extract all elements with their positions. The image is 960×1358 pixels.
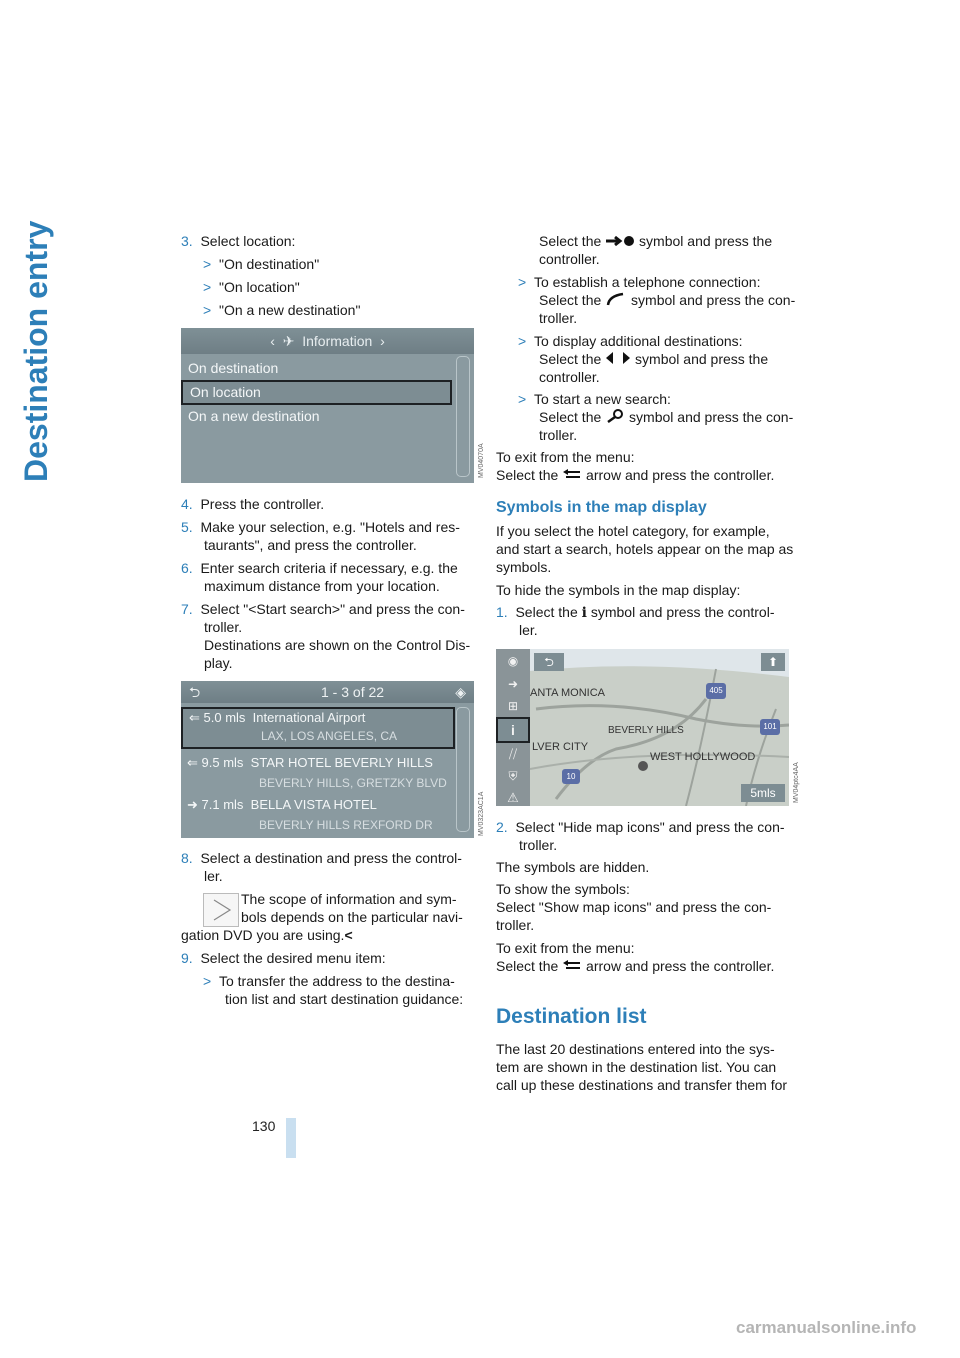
step-6: 6. Enter search criteria if necessary, e.g. the (181, 560, 458, 576)
info-icon[interactable]: i (496, 717, 530, 743)
globe-icon: ✈ (282, 333, 295, 349)
map-scale: 5mls (741, 784, 785, 802)
sym-step-2: 2. Select "Hide map icons" and press the con- (496, 819, 785, 835)
map-back-button[interactable]: ⮌ (534, 653, 564, 671)
information-menu-screen (181, 328, 474, 483)
figure-code: MV04ptc4AA (793, 762, 800, 803)
r4-line-2: Select the symbol and press the con- (539, 408, 793, 427)
symbols-heading: Symbols in the map display (496, 499, 707, 516)
r3-line-1: > To display additional destinations: (518, 333, 743, 349)
menu-item-on-location[interactable]: On location (181, 380, 452, 405)
map-sidebar (496, 649, 530, 806)
step-3: 3. Select location: (181, 233, 296, 249)
arrow-flag-icon (605, 233, 635, 251)
step-7: 7. Select "<Start search>" and press the con- (181, 601, 465, 617)
page-number: 130 (252, 1118, 276, 1134)
screen-header: ‹ ✈ Information › (181, 328, 474, 354)
side-title: Destination entry (18, 220, 54, 482)
menu-item-on-destination[interactable]: On destination (188, 360, 279, 376)
result-row-2[interactable]: ⇐ 9.5 mls STAR HOTEL BEVERLY HILLS BEVERLY HILLS, GRETZKY BLVD (187, 755, 447, 790)
result-row-1[interactable]: ⇐ 5.0 mls International Airport LAX, LOS ANGELES, CA (181, 707, 455, 749)
dest-p-line-3: call up these destinations and transfer them for (496, 1077, 788, 1093)
highway-shield: 101 (760, 719, 780, 735)
chevron-left-icon: ‹ (270, 333, 275, 349)
left-right-arrows-icon (605, 351, 631, 369)
show-line-2: Select "Show map icons" and press the con- (496, 899, 772, 915)
map-label: BEVERLY HILLS (608, 725, 684, 736)
sym-step2-line-2: troller. (519, 837, 558, 853)
road-icon[interactable]: ⧸⧸ (508, 747, 518, 761)
screen-header: ⮌ 1 - 3 of 22 ◈ (181, 681, 474, 703)
sym-p1-line-1: If you select the hotel category, for example, (496, 523, 770, 539)
page-bar (286, 1118, 296, 1158)
scrollbar[interactable] (456, 356, 470, 477)
note-triangle-icon (203, 893, 239, 927)
info-icon: i (581, 605, 587, 622)
note-line-2: bols depends on the particular navi- (241, 909, 463, 925)
step9-option-1-line-2: tion list and start destination guidance: (225, 991, 464, 1007)
sym-p1-line-2: and start a search, hotels appear on the map as (496, 541, 794, 557)
show-line-3: troller. (496, 917, 535, 933)
search-results-screen (181, 681, 474, 838)
sym-step1-line-2: ler. (519, 622, 538, 638)
footer-watermark: carmanualsonline.info (736, 1318, 917, 1337)
r3-line-3: controller. (539, 369, 600, 385)
sym-p1-line-3: symbols. (496, 559, 552, 575)
r4-line-1: > To start a new search: (518, 391, 671, 407)
highway-shield: 405 (706, 683, 726, 699)
step-7-line-3: Destinations are shown on the Control Dis- (204, 637, 471, 653)
menu-item-on-new-destination[interactable]: On a new destination (188, 408, 320, 424)
map-display-screen (496, 649, 789, 806)
route-icon[interactable]: ➜ (507, 677, 519, 691)
r1-line-1: Select the symbol and press the (539, 232, 772, 251)
destination-list-heading: Destination list (496, 1005, 647, 1028)
r2-line-3: troller. (539, 310, 578, 326)
back-arrow-icon[interactable]: ⮌ (189, 684, 201, 700)
step-7-line-2: troller. (204, 619, 243, 635)
chevron-right-icon: › (380, 333, 385, 349)
back-arrow-icon (562, 958, 582, 976)
highway-shield: 10 (562, 769, 580, 784)
step3-option-1: > "On destination" (203, 256, 320, 272)
sym-p2: To hide the symbols in the map display: (496, 582, 741, 598)
note-line-3: gation DVD you are using.< (181, 927, 353, 943)
step-4: 4. Press the controller. (181, 496, 325, 512)
step-5-line-2: taurants", and press the controller. (204, 537, 417, 553)
back-arrow-icon (562, 467, 582, 485)
step-7-line-4: play. (204, 655, 233, 671)
result-row-3[interactable]: ➜ 7.1 mls BELLA VISTA HOTEL BEVERLY HILLS REXFORD DR (187, 797, 433, 832)
r2-line-2: Select the symbol and press the con- (539, 291, 795, 310)
r4-line-3: troller. (539, 427, 578, 443)
step9-option-1: > To transfer the address to the destina- (203, 973, 455, 989)
scrollbar[interactable] (456, 707, 470, 832)
figure-code: MV0323AC1A (478, 791, 485, 836)
sym-step-1: 1. Select the i symbol and press the control- (496, 604, 775, 622)
exit1-line-1: To exit from the menu: (496, 449, 635, 465)
show-line-1: To show the symbols: (496, 881, 630, 897)
step-6-line-2: maximum distance from your location. (204, 578, 440, 594)
map-view-icon[interactable]: ⊞ (507, 699, 519, 713)
step-8: 8. Select a destination and press the control- (181, 850, 462, 866)
r3-line-2: Select the symbol and press the (539, 350, 768, 369)
step3-option-3: > "On a new destination" (203, 302, 361, 318)
exit2-line-1: To exit from the menu: (496, 940, 635, 956)
note-line-1: The scope of information and sym- (241, 891, 457, 907)
traffic-icon[interactable]: ⛨ (508, 769, 518, 783)
step-8-line-2: ler. (204, 868, 223, 884)
symbols-hidden: The symbols are hidden. (496, 859, 650, 875)
exit2-line-2: Select the arrow and press the controller. (496, 957, 774, 976)
warning-icon[interactable]: ⚠ (507, 790, 519, 805)
map-north-button[interactable]: ⬆ (761, 653, 785, 671)
audio-icon[interactable]: ◉ (507, 654, 519, 668)
figure-code: MV04070A (478, 443, 485, 478)
exit1-line-2: Select the arrow and press the controller. (496, 466, 774, 485)
globe-icon: ◈ (455, 684, 466, 700)
dest-p-line-1: The last 20 destinations entered into the sys- (496, 1041, 775, 1057)
r2-line-1: > To establish a telephone connection: (518, 274, 761, 290)
phone-icon (605, 292, 627, 310)
step3-option-2: > "On location" (203, 279, 300, 295)
r1-line-2: controller. (539, 251, 600, 267)
map-label: LVER CITY (532, 741, 589, 753)
map-label: WEST HOLLYWOOD (650, 751, 756, 763)
dest-p-line-2: tem are shown in the destination list. You can (496, 1059, 777, 1075)
step-9: 9. Select the desired menu item: (181, 950, 386, 966)
search-wrench-icon (605, 409, 625, 427)
map-label: ANTA MONICA (530, 687, 605, 699)
step-5: 5. Make your selection, e.g. "Hotels and res- (181, 519, 460, 535)
